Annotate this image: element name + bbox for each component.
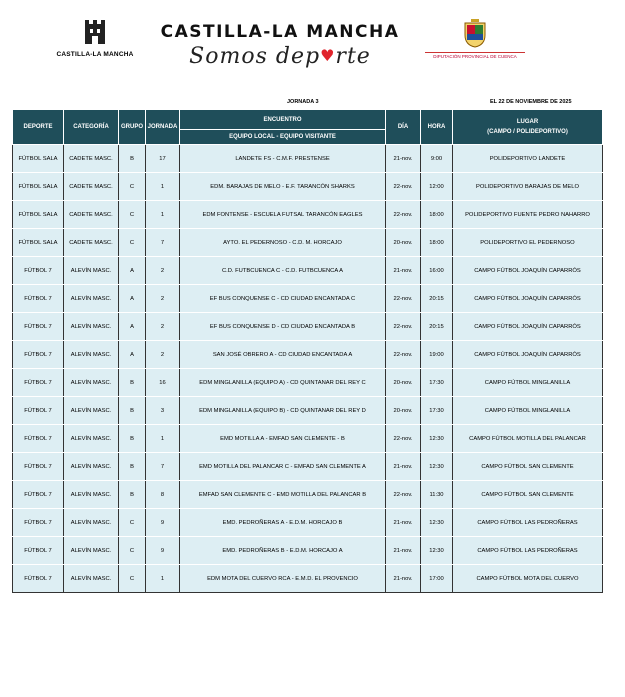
cell-deporte: FÚTBOL SALA <box>13 201 64 229</box>
cell-deporte: FÚTBOL 7 <box>13 257 64 285</box>
cell-deporte: FÚTBOL 7 <box>13 397 64 425</box>
left-logo-caption: CASTILLA-LA MANCHA <box>56 51 134 58</box>
cell-jornada: 2 <box>146 313 180 341</box>
col-hora: HORA <box>421 110 453 145</box>
slogan-start: Somos dep <box>189 44 321 69</box>
col-lugar-label: LUGAR <box>516 119 539 125</box>
cell-encuentro: EMD MOTILLA A - EMFAD SAN CLEMENTE - B <box>180 425 386 453</box>
cell-hora: 12:30 <box>421 537 453 565</box>
table-row <box>13 481 603 509</box>
cell-grupo: B <box>119 453 146 481</box>
cell-dia: 22-nov. <box>386 285 421 313</box>
cell-deporte: FÚTBOL 7 <box>13 369 64 397</box>
cell-hora: 16:00 <box>421 257 453 285</box>
cell-lugar: POLIDEPORTIVO FUENTE PEDRO NAHARRO <box>453 201 603 229</box>
table-row <box>13 537 603 565</box>
right-logo-caption: DIPUTACIÓN PROVINCIAL DE CUENCA <box>425 52 525 59</box>
cell-deporte: FÚTBOL SALA <box>13 229 64 257</box>
slogan <box>140 44 420 69</box>
table-row <box>13 509 603 537</box>
cell-dia: 21-nov. <box>386 537 421 565</box>
cell-jornada: 3 <box>146 397 180 425</box>
cell-dia: 22-nov. <box>386 173 421 201</box>
cell-hora: 11:30 <box>421 481 453 509</box>
cell-lugar: CAMPO FÚTBOL JOAQUÍN CAPARRÓS <box>453 257 603 285</box>
cell-lugar: CAMPO FÚTBOL JOAQUÍN CAPARRÓS <box>453 285 603 313</box>
cell-categoria: ALEVÍN MASC. <box>64 537 119 565</box>
shield-crest-icon <box>463 18 487 48</box>
table-row <box>13 565 603 593</box>
slogan-end: rte <box>335 44 371 69</box>
cell-jornada: 1 <box>146 173 180 201</box>
cell-encuentro: EDM MINGLANILLA (EQUIPO A) - CD QUINTANAR DEL REY C <box>180 369 386 397</box>
cell-categoria: ALEVÍN MASC. <box>64 285 119 313</box>
cell-categoria: ALEVÍN MASC. <box>64 313 119 341</box>
table-row <box>13 145 603 173</box>
cell-dia: 22-nov. <box>386 481 421 509</box>
table-row <box>13 285 603 313</box>
cell-lugar: CAMPO FÚTBOL SAN CLEMENTE <box>453 453 603 481</box>
cell-lugar: POLIDEPORTIVO LANDETE <box>453 145 603 173</box>
cell-grupo: A <box>119 313 146 341</box>
table-header-row <box>13 110 603 145</box>
cell-dia: 22-nov. <box>386 341 421 369</box>
col-lugar-sub: (CAMPO / POLIDEPORTIVO) <box>487 129 568 135</box>
cell-jornada: 7 <box>146 229 180 257</box>
jornada-label: JORNADA 3 <box>287 99 319 105</box>
fecha-label: EL 22 DE NOVIEMBRE DE 2025 <box>490 99 572 105</box>
cell-deporte: FÚTBOL 7 <box>13 481 64 509</box>
cell-categoria: ALEVÍN MASC. <box>64 453 119 481</box>
cell-encuentro: EDM MOTA DEL CUERVO RCA - E.M.D. EL PROVENCIO <box>180 565 386 593</box>
cell-lugar: POLIDEPORTIVO EL PEDERNOSO <box>453 229 603 257</box>
cell-jornada: 8 <box>146 481 180 509</box>
heart-icon: ♥ <box>320 46 336 65</box>
cell-encuentro: EDM FONTENSE - ESCUELA FUTSAL TARANCÓN EAGLES <box>180 201 386 229</box>
table-row <box>13 201 603 229</box>
cell-dia: 21-nov. <box>386 509 421 537</box>
cell-hora: 12:00 <box>421 173 453 201</box>
cell-deporte: FÚTBOL 7 <box>13 425 64 453</box>
cell-jornada: 1 <box>146 425 180 453</box>
cell-jornada: 1 <box>146 565 180 593</box>
table-row <box>13 229 603 257</box>
table-row <box>13 173 603 201</box>
cell-deporte: FÚTBOL 7 <box>13 565 64 593</box>
cell-encuentro: SAN JOSÉ OBRERO A - CD CIUDAD ENCANTADA A <box>180 341 386 369</box>
schedule-info <box>12 97 602 108</box>
cell-lugar: CAMPO FÚTBOL LAS PEDROÑERAS <box>453 537 603 565</box>
cell-categoria: ALEVÍN MASC. <box>64 397 119 425</box>
cell-jornada: 7 <box>146 453 180 481</box>
cell-jornada: 16 <box>146 369 180 397</box>
table-row <box>13 313 603 341</box>
cell-dia: 21-nov. <box>386 145 421 173</box>
cell-hora: 17:00 <box>421 565 453 593</box>
cell-hora: 18:00 <box>421 229 453 257</box>
cell-grupo: A <box>119 341 146 369</box>
cell-dia: 20-nov. <box>386 397 421 425</box>
cell-jornada: 17 <box>146 145 180 173</box>
cell-encuentro: EDM MINGLANILLA (EQUIPO B) - CD QUINTANAR DEL REY D <box>180 397 386 425</box>
schedule-table <box>12 109 603 593</box>
cell-encuentro: EMD. PEDROÑERAS B - E.D.M. HORCAJO A <box>180 537 386 565</box>
table-row <box>13 397 603 425</box>
cell-hora: 17:30 <box>421 369 453 397</box>
col-jornada: JORNADA <box>146 110 180 145</box>
cell-lugar: CAMPO FÚTBOL SAN CLEMENTE <box>453 481 603 509</box>
cell-encuentro: C.D. FUTBCUENCA C - C.D. FUTBCUENCA A <box>180 257 386 285</box>
cell-lugar: CAMPO FÚTBOL JOAQUÍN CAPARRÓS <box>453 341 603 369</box>
cell-dia: 21-nov. <box>386 257 421 285</box>
cell-grupo: C <box>119 509 146 537</box>
cell-dia: 22-nov. <box>386 313 421 341</box>
col-dia: DÍA <box>386 110 421 145</box>
cell-categoria: ALEVÍN MASC. <box>64 509 119 537</box>
diputacion-logo <box>425 18 525 59</box>
cell-categoria: ALEVÍN MASC. <box>64 341 119 369</box>
col-deporte: DEPORTE <box>13 110 64 145</box>
cell-encuentro: EMD MOTILLA DEL PALANCAR C - EMFAD SAN CLEMENTE A <box>180 453 386 481</box>
cell-categoria: ALEVÍN MASC. <box>64 565 119 593</box>
cell-hora: 12:30 <box>421 453 453 481</box>
col-categoria: CATEGORÍA <box>64 110 119 145</box>
cell-categoria: CADETE MASC. <box>64 145 119 173</box>
cell-grupo: C <box>119 173 146 201</box>
cell-jornada: 2 <box>146 285 180 313</box>
cell-encuentro: EDM. BARAJAS DE MELO - E.F. TARANCÓN SHARKS <box>180 173 386 201</box>
cell-hora: 18:00 <box>421 201 453 229</box>
cell-hora: 20:15 <box>421 313 453 341</box>
table-row <box>13 369 603 397</box>
cell-dia: 21-nov. <box>386 565 421 593</box>
cell-grupo: A <box>119 285 146 313</box>
cell-categoria: ALEVÍN MASC. <box>64 369 119 397</box>
cell-grupo: B <box>119 481 146 509</box>
cell-grupo: C <box>119 229 146 257</box>
cell-grupo: C <box>119 537 146 565</box>
cell-deporte: FÚTBOL 7 <box>13 285 64 313</box>
col-lugar <box>453 110 603 145</box>
cell-deporte: FÚTBOL 7 <box>13 313 64 341</box>
cell-grupo: C <box>119 201 146 229</box>
cell-deporte: FÚTBOL 7 <box>13 509 64 537</box>
cell-dia: 22-nov. <box>386 425 421 453</box>
cell-categoria: ALEVÍN MASC. <box>64 481 119 509</box>
cell-grupo: B <box>119 397 146 425</box>
cell-lugar: CAMPO FÚTBOL LAS PEDROÑERAS <box>453 509 603 537</box>
cell-jornada: 2 <box>146 341 180 369</box>
cell-deporte: FÚTBOL 7 <box>13 537 64 565</box>
col-encuentro-sub: EQUIPO LOCAL - EQUIPO VISITANTE <box>229 133 336 140</box>
cell-lugar: CAMPO FÚTBOL MINGLANILLA <box>453 397 603 425</box>
table-row <box>13 341 603 369</box>
cell-dia: 20-nov. <box>386 369 421 397</box>
castle-crest-icon <box>82 18 108 48</box>
cell-lugar: POLIDEPORTIVO BARAJAS DE MELO <box>453 173 603 201</box>
region-title: CASTILLA-LA MANCHA <box>160 22 400 42</box>
table-row <box>13 453 603 481</box>
cell-encuentro: LANDETE FS - C.M.F. PRESTENSE <box>180 145 386 173</box>
cell-grupo: B <box>119 145 146 173</box>
col-encuentro <box>180 110 386 145</box>
cell-encuentro: EMFAD SAN CLEMENTE C - EMD MOTILLA DEL PALANCAR B <box>180 481 386 509</box>
cell-hora: 19:00 <box>421 341 453 369</box>
cell-encuentro: EF BUS CONQUENSE D - CD CIUDAD ENCANTADA B <box>180 313 386 341</box>
col-grupo: GRUPO <box>119 110 146 145</box>
cell-deporte: FÚTBOL SALA <box>13 145 64 173</box>
cell-hora: 20:15 <box>421 285 453 313</box>
cell-categoria: ALEVÍN MASC. <box>64 257 119 285</box>
cell-jornada: 2 <box>146 257 180 285</box>
cell-dia: 20-nov. <box>386 229 421 257</box>
cell-categoria: CADETE MASC. <box>64 229 119 257</box>
cell-jornada: 9 <box>146 537 180 565</box>
cell-deporte: FÚTBOL 7 <box>13 453 64 481</box>
brand-block <box>140 22 420 69</box>
page-header <box>0 0 625 100</box>
cell-lugar: CAMPO FÚTBOL MOTA DEL CUERVO <box>453 565 603 593</box>
cell-lugar: CAMPO FÚTBOL MOTILLA DEL PALANCAR <box>453 425 603 453</box>
cell-jornada: 9 <box>146 509 180 537</box>
cell-deporte: FÚTBOL 7 <box>13 341 64 369</box>
cell-dia: 21-nov. <box>386 453 421 481</box>
cell-lugar: CAMPO FÚTBOL JOAQUÍN CAPARRÓS <box>453 313 603 341</box>
cell-grupo: B <box>119 369 146 397</box>
cell-jornada: 1 <box>146 201 180 229</box>
cell-dia: 22-nov. <box>386 201 421 229</box>
cell-grupo: C <box>119 565 146 593</box>
cell-hora: 17:30 <box>421 397 453 425</box>
table-row <box>13 425 603 453</box>
cell-encuentro: EMD. PEDROÑERAS A - E.D.M. HORCAJO B <box>180 509 386 537</box>
cell-hora: 12:30 <box>421 425 453 453</box>
cell-encuentro: AYTO. EL PEDERNOSO - C.D. M. HORCAJO <box>180 229 386 257</box>
table-row <box>13 257 603 285</box>
cell-deporte: FÚTBOL SALA <box>13 173 64 201</box>
cell-hora: 12:30 <box>421 509 453 537</box>
cell-encuentro: EF BUS CONQUENSE C - CD CIUDAD ENCANTADA C <box>180 285 386 313</box>
cell-categoria: CADETE MASC. <box>64 201 119 229</box>
cell-hora: 9:00 <box>421 145 453 173</box>
cell-grupo: B <box>119 425 146 453</box>
cell-categoria: ALEVÍN MASC. <box>64 425 119 453</box>
col-encuentro-label: ENCUENTRO <box>180 111 385 130</box>
jccm-logo <box>55 18 135 58</box>
cell-lugar: CAMPO FÚTBOL MINGLANILLA <box>453 369 603 397</box>
cell-categoria: CADETE MASC. <box>64 173 119 201</box>
cell-grupo: A <box>119 257 146 285</box>
